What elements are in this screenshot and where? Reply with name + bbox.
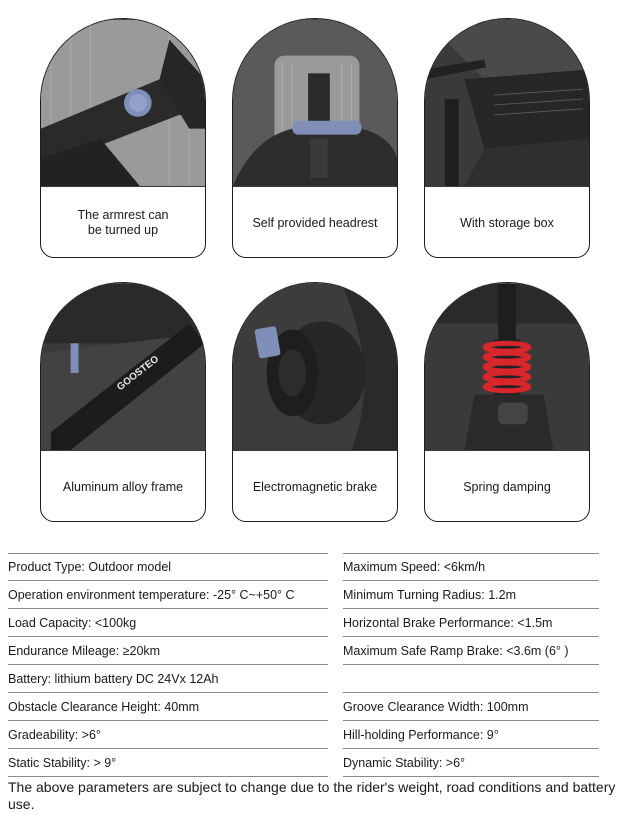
spec-left: Operation environment temperature: -25° C~+50° C: [8, 582, 328, 609]
feature-card-armrest: [40, 18, 206, 258]
brake-photo: [233, 283, 397, 451]
frame-icon: [41, 283, 205, 451]
feature-caption: Electromagnetic brake: [252, 479, 378, 494]
spec-right: Horizontal Brake Performance: <1.5m: [343, 610, 599, 637]
spec-left: Load Capacity: <100kg: [8, 610, 328, 637]
brake-icon: [233, 283, 397, 451]
storage-box-icon: [425, 19, 589, 187]
headrest-icon: [233, 19, 397, 187]
feature-card-headrest: [232, 18, 398, 258]
spec-left: Battery: lithium battery DC 24Vx 12Ah: [8, 666, 328, 693]
feature-card-spring: [424, 282, 590, 522]
frame-photo: [41, 283, 205, 451]
spec-right: [343, 666, 599, 693]
feature-caption: The armrest can be turned up: [77, 208, 169, 237]
spec-left: Endurance Mileage: ≥20km: [8, 638, 328, 665]
spec-left: Gradeability: >6°: [8, 722, 328, 749]
spring-photo: [425, 283, 589, 451]
feature-caption: Spring damping: [463, 479, 551, 494]
storage-box-photo: [425, 19, 589, 187]
spec-right: Minimum Turning Radius: 1.2m: [343, 582, 599, 609]
spring-icon: [425, 283, 589, 451]
spec-left: Static Stability: > 9°: [8, 750, 328, 777]
spec-right: Groove Clearance Width: 100mm: [343, 694, 599, 721]
feature-card-frame: [40, 282, 206, 522]
spec-right: Hill-holding Performance: 9°: [343, 722, 599, 749]
disclaimer-note: The above parameters are subject to change due to the rider's weight, road conditions and battery use.: [8, 779, 616, 812]
spec-right: Maximum Safe Ramp Brake: <3.6m (6° ): [343, 638, 599, 665]
brand-logo: GOOSTEO: [115, 353, 162, 394]
spec-right: Maximum Speed: <6km/h: [343, 554, 599, 581]
feature-caption: With storage box: [460, 215, 554, 230]
feature-caption: Aluminum alloy frame: [62, 479, 184, 494]
feature-card-storage-box: [424, 18, 590, 258]
armrest-icon: [41, 19, 205, 187]
spec-left: Product Type: Outdoor model: [8, 554, 328, 581]
spec-right: Dynamic Stability: >6°: [343, 750, 599, 777]
armrest-photo: [41, 19, 205, 187]
spec-left: Obstacle Clearance Height: 40mm: [8, 694, 328, 721]
feature-card-brake: [232, 282, 398, 522]
headrest-photo: [233, 19, 397, 187]
feature-caption: Self provided headrest: [252, 215, 378, 230]
